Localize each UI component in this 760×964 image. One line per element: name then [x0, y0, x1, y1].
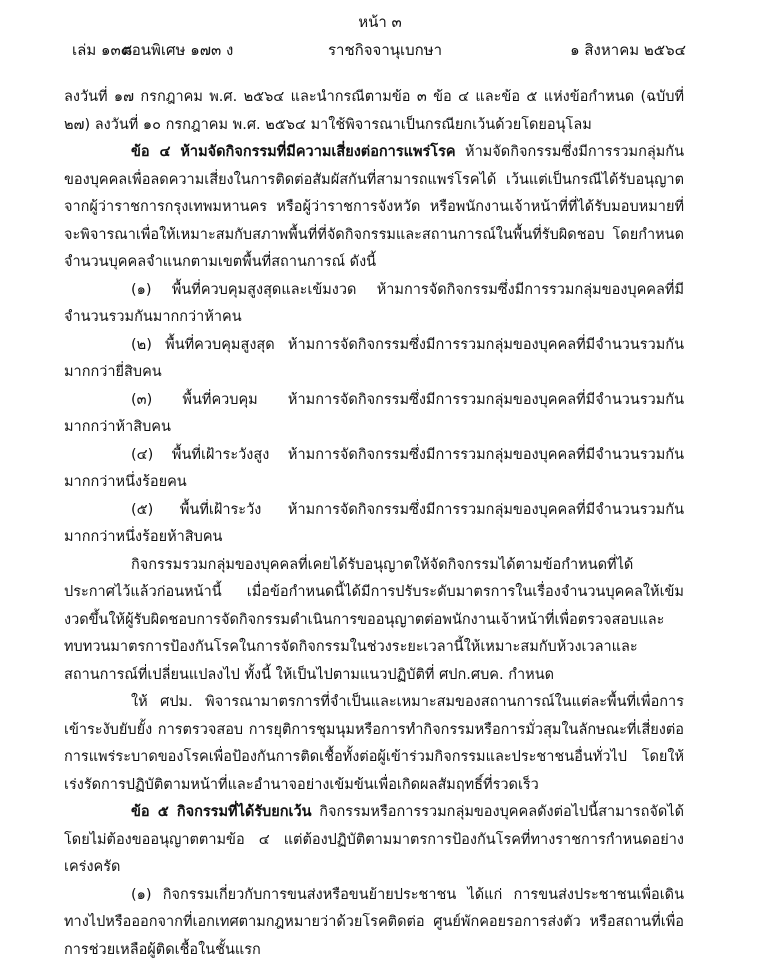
clause-4-previous-permits: กิจกรรมรวมกลุ่มของบุคคลที่เคยได้รับอนุญาตให้จัดกิจกรรมได้ตามข้อกำหนดที่ได้ประกาศไว้แล้วก่อนหน้านี้ เมื่อข้อกำหนดนี้ได้มีการปรับระดับมาตรการในเรื่องจำนวนบุคคลให้เข้มงวดขึ้นให้ผู้รับผิดชอบการจัดกิจกรรมดำเนินการขออนุญาตต่อพนักงานเจ้าหน้าที่เพื่อตรวจสอบและทบทวนมาตรการป้องกันโรคในการจัดกิจกรรมในช่วงระยะเวลานี้ให้เหมาะสมกับห้วงเวลาและสถานการณ์ที่เปลี่ยนแปลงไป ทั้งนี้ ให้เป็นไปตามแนวปฏิบัติที่ ศปก.ศบค. กำหนด [64, 552, 684, 690]
clause-4: ข้อ ๔ ห้ามจัดกิจกรรมที่มีความเสี่ยงต่อการแพร่โรค ห้ามจัดกิจกรรมซึ่งมีการรวมกลุ่มกันของบุคคลเพื่อลดความเสี่ยงในการติดต่อสัมผัสกันที่สามารถแพร่โรคได้ เว้นแต่เป็นกรณีได้รับอนุญาตจากผู้ว่าราชการกรุงเทพมหานคร หรือผู้ว่าราชการจังหวัด หรือพนักงานเจ้าหน้าที่ที่ได้รับมอบหมายที่จะพิจารณาเพื่อให้เหมาะสมกับสภาพพื้นที่ที่จัดกิจกรรมและสถานการณ์ในพื้นที่รับผิดชอบ โดยกำหนดจำนวนบุคคลจำแนกตามเขตพื้นที่สถานการณ์ ดังนี้ [64, 139, 684, 277]
clause-5: ข้อ ๕ กิจกรรมที่ได้รับยกเว้น กิจกรรมหรือการรวมกลุ่มของบุคคลดังต่อไปนี้สามารถจัดได้โดยไม่ต้องขออนุญาตตามข้อ ๔ แต่ต้องปฏิบัติตามมาตรการป้องกันโรคที่ทางราชการกำหนดอย่างเคร่งครัด [64, 799, 684, 882]
page-number: หน้า ๓ [0, 12, 760, 32]
publication-name: ราชกิจจานุเบกษา [328, 40, 442, 60]
clause-4-item-4: (๔) พื้นที่เฝ้าระวังสูง ห้ามการจัดกิจกรรมซึ่งมีการรวมกลุ่มของบุคคลที่มีจำนวนรวมกันมากกว่าหนึ่งร้อยคน [64, 442, 684, 497]
clause-4-enforcement: ให้ ศปม. พิจารณามาตรการที่จำเป็นและเหมาะสมของสถานการณ์ในแต่ละพื้นที่เพื่อการเข้าระงับยับยั้ง การตรวจสอบ การยุติการชุมนุมหรือการทำกิจกรรมหรือการมั่วสุมในลักษณะที่เสี่ยงต่อการแพร่ระบาดของโรคเพื่อป้องกันการติดเชื้อทั้งต่อผู้เข้าร่วมกิจกรรมและประชาชนอื่นทั่วไป โดยให้เร่งรัดการปฏิบัติตามหน้าที่และอำนาจอย่างเข้มข้นเพื่อเกิดผลสัมฤทธิ์ที่รวดเร็ว [64, 689, 684, 799]
clause-4-item-5: (๕) พื้นที่เฝ้าระวัง ห้ามการจัดกิจกรรมซึ่งมีการรวมกลุ่มของบุคคลที่มีจำนวนรวมกันมากกว่าหนึ่งร้อยห้าสิบคน [64, 497, 684, 552]
clause-4-heading: ข้อ ๔ ห้ามจัดกิจกรรมที่มีความเสี่ยงต่อการแพร่โรค [131, 144, 456, 160]
clause-4-item-3: (๓) พื้นที่ควบคุม ห้ามการจัดกิจกรรมซึ่งมีการรวมกลุ่มของบุคคลที่มีจำนวนรวมกันมากกว่าห้าสิบคน [64, 387, 684, 442]
section-number: ตอนพิเศษ ๑๗๓ ง [122, 40, 233, 60]
clause-4-item-2: (๒) พื้นที่ควบคุมสูงสุด ห้ามการจัดกิจกรรมซึ่งมีการรวมกลุ่มของบุคคลที่มีจำนวนรวมกันมากกว่ายี่สิบคน [64, 332, 684, 387]
gazette-header [72, 40, 686, 60]
publication-date: ๑ สิงหาคม ๒๕๖๔ [570, 40, 686, 60]
paragraph-continuation: ลงวันที่ ๑๗ กรกฎาคม พ.ศ. ๒๕๖๔ และนำกรณีตามข้อ ๓ ข้อ ๔ และข้อ ๕ แห่งข้อกำหนด (ฉบับที่ ๒๗) ลงวันที่ ๑๐ กรกฎาคม พ.ศ. ๒๕๖๔ มาใช้พิจารณาเป็นกรณียกเว้นด้วยโดยอนุโลม [64, 84, 684, 139]
volume-number: เล่ม ๑๓๘ [72, 40, 132, 60]
document-body [64, 84, 684, 964]
clause-5-heading: ข้อ ๕ กิจกรรมที่ได้รับยกเว้น [131, 804, 312, 820]
clause-5-item-1: (๑) กิจกรรมเกี่ยวกับการขนส่งหรือขนย้ายประชาชน ได้แก่ การขนส่งประชาชนเพื่อเดินทางไปหรือออกจากที่เอกเทศตามกฎหมายว่าด้วยโรคติดต่อ ศูนย์พักคอยรอการส่งตัว หรือสถานที่เพื่อการช่วยเหลือผู้ติดเชื้อในชั้นแรก [64, 882, 684, 964]
clause-4-item-1: (๑) พื้นที่ควบคุมสูงสุดและเข้มงวด ห้ามการจัดกิจกรรมซึ่งมีการรวมกลุ่มของบุคคลที่มีจำนวนรวมกันมากกว่าห้าคน [64, 277, 684, 332]
